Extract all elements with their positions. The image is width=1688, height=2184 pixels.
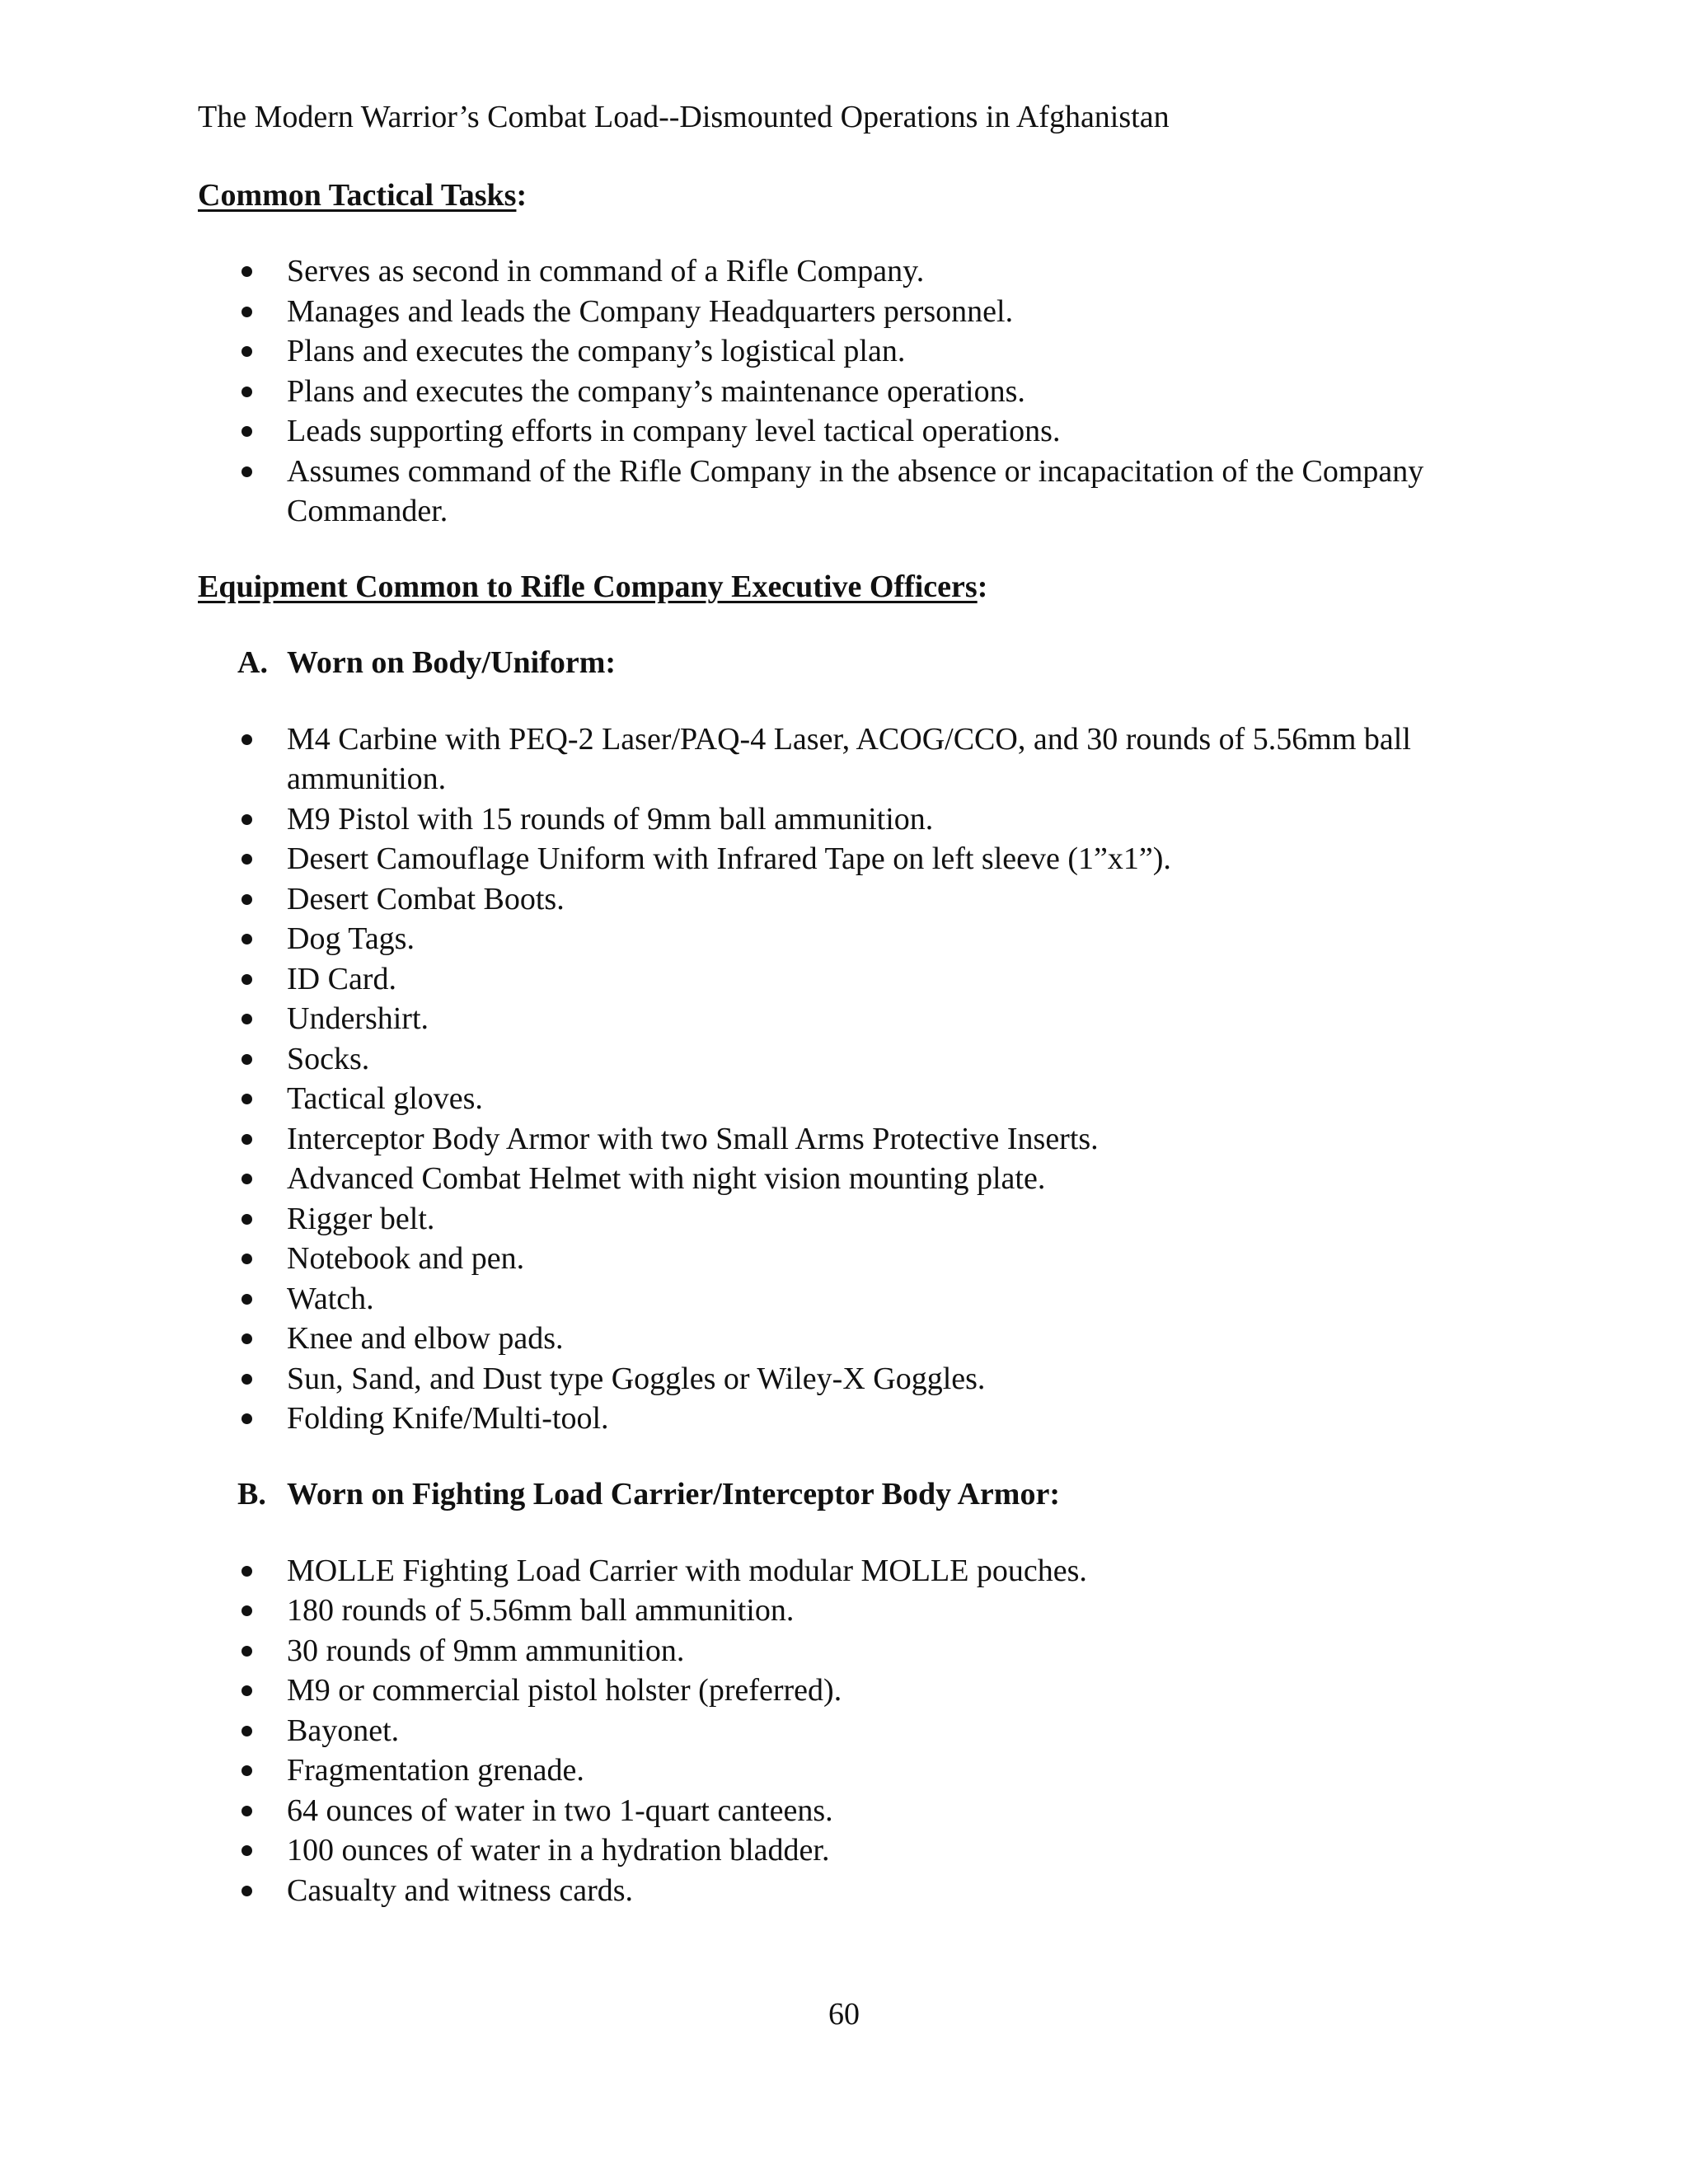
list-item: Watch. (198, 1279, 1500, 1319)
list-item: Bayonet. (198, 1711, 1500, 1751)
list-item: ID Card. (198, 959, 1500, 1000)
section-b-letter: B. (237, 1476, 266, 1511)
list-item: Folding Knife/Multi-tool. (198, 1399, 1500, 1439)
list-item: Manages and leads the Company Headquarters personnel. (198, 292, 1500, 332)
equipment-heading-colon: : (977, 569, 988, 604)
equipment-heading-text: Equipment Common to Rifle Company Executive Officers (198, 569, 978, 604)
list-item: Interceptor Body Armor with two Small Arms Protective Inserts. (198, 1119, 1500, 1160)
list-item: 180 rounds of 5.56mm ball ammunition. (198, 1591, 1500, 1631)
list-item: Desert Combat Boots. (198, 879, 1500, 920)
section-a-title: Worn on Body/Uniform: (287, 644, 617, 680)
list-item: M4 Carbine with PEQ-2 Laser/PAQ-4 Laser, ACOG/CCO, and 30 rounds of 5.56mm ball ammunition. (198, 719, 1500, 799)
section-a-heading (198, 643, 1500, 682)
list-item: 100 ounces of water in a hydration bladder. (198, 1830, 1500, 1871)
list-item: 30 rounds of 9mm ammunition. (198, 1631, 1500, 1671)
list-item: Plans and executes the company’s logistical plan. (198, 331, 1500, 372)
section-b-title: Worn on Fighting Load Carrier/Interceptor Body Armor: (287, 1476, 1060, 1511)
list-item: Serves as second in command of a Rifle Company. (198, 251, 1500, 292)
document-page (198, 97, 1500, 1910)
page-number: 60 (828, 1997, 860, 2032)
list-item: Tactical gloves. (198, 1079, 1500, 1119)
list-item: Plans and executes the company’s maintenance operations. (198, 372, 1500, 412)
list-item: Desert Camouflage Uniform with Infrared Tape on left sleeve (1”x1”). (198, 839, 1500, 879)
list-item: Socks. (198, 1039, 1500, 1080)
list-item: Assumes command of the Rifle Company in the absence or incapacitation of the Company Commander. (198, 452, 1500, 532)
list-item: Sun, Sand, and Dust type Goggles or Wiley-X Goggles. (198, 1359, 1500, 1399)
list-item: Dog Tags. (198, 919, 1500, 959)
tasks-heading-text: Common Tactical Tasks (198, 178, 517, 213)
list-item: Rigger belt. (198, 1199, 1500, 1240)
list-item: Knee and elbow pads. (198, 1319, 1500, 1359)
list-item: M9 or commercial pistol holster (preferred). (198, 1671, 1500, 1711)
list-item: Fragmentation grenade. (198, 1750, 1500, 1791)
section-b-heading (198, 1474, 1500, 1514)
tasks-list (198, 251, 1500, 532)
list-item: Leads supporting efforts in company level tactical operations. (198, 411, 1500, 452)
equipment-heading (198, 567, 1500, 607)
list-item: M9 Pistol with 15 rounds of 9mm ball ammunition. (198, 799, 1500, 840)
list-item: 64 ounces of water in two 1-quart canteens. (198, 1791, 1500, 1831)
running-header: The Modern Warrior’s Combat Load--Dismounted Operations in Afghanistan (198, 100, 1170, 134)
tasks-heading-colon: : (516, 178, 528, 213)
list-item: Undershirt. (198, 999, 1500, 1039)
section-a-list (198, 719, 1500, 1439)
list-item: MOLLE Fighting Load Carrier with modular MOLLE pouches. (198, 1551, 1500, 1591)
list-item: Casualty and witness cards. (198, 1871, 1500, 1911)
section-b-list (198, 1551, 1500, 1911)
list-item: Notebook and pen. (198, 1239, 1500, 1279)
tasks-heading (198, 176, 1500, 215)
list-item: Advanced Combat Helmet with night vision mounting plate. (198, 1159, 1500, 1199)
section-a-letter: A. (237, 644, 268, 680)
